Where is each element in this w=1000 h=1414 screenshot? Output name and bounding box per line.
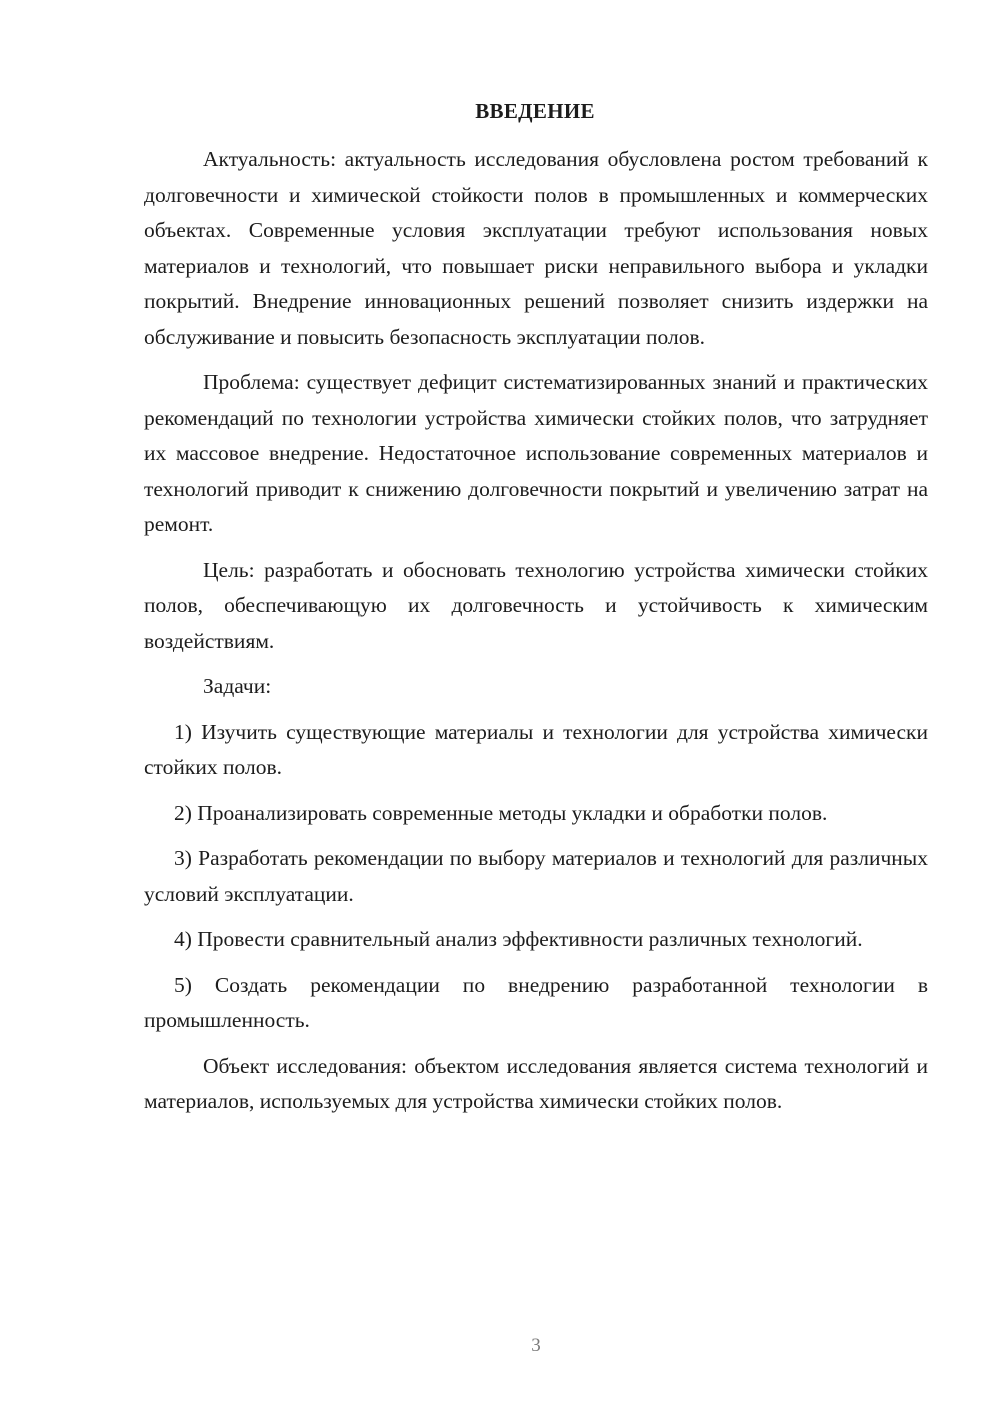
page-title: ВВЕДЕНИЕ [475,99,595,123]
task-item-2: 2) Проанализировать современные методы укладки и обработки полов. [174,800,828,825]
task-item-4: 4) Провести сравнительный анализ эффективности различных технологий. [174,927,863,951]
document-body [144,142,928,1130]
tasks-heading: Задачи: [203,674,272,698]
goal-paragraph: Цель: разработать и обосновать технологию устройства химически стойких полов, обеспечивающую их долговечность и устойчивость к химическим воздействиям. [144,557,928,653]
task-item-5: 5) Создать рекомендации по внедрению разработанной технологии в промышленность. [144,972,928,1032]
problem-paragraph: Проблема: существует дефицит систематизированных знаний и практических рекомендаций по технологии устройства химически стойких полов, что затрудняет их массовое внедрение. Недостаточное использование современных материалов и технологий приводит к снижению долговечности покрытий и увеличению затрат на ремонт. [144,370,928,536]
relevance-paragraph: Актуальность: актуальность исследования обусловлена ростом требований к долговечности и химической стойкости полов в промышленных и коммерческих объектах. Современные условия эксплуатации требуют использования новых материалов и технологий, что повышает риски неправильного выбора и укладки покрытий. Внедрение инновационных решений позволяет снизить издержки на обслуживание и повысить безопасность эксплуатации полов. [144,147,928,349]
object-paragraph: Объект исследования: объектом исследования является система технологий и материалов, используемых для устройства химически стойких полов. [144,1053,928,1113]
task-item-3: 3) Разработать рекомендации по выбору материалов и технологий для различных условий эксплуатации. [144,846,928,906]
task-item-1: 1) Изучить существующие материалы и технологии для устройства химически стойких полов. [144,719,928,779]
page-number: 3 [531,1335,541,1356]
